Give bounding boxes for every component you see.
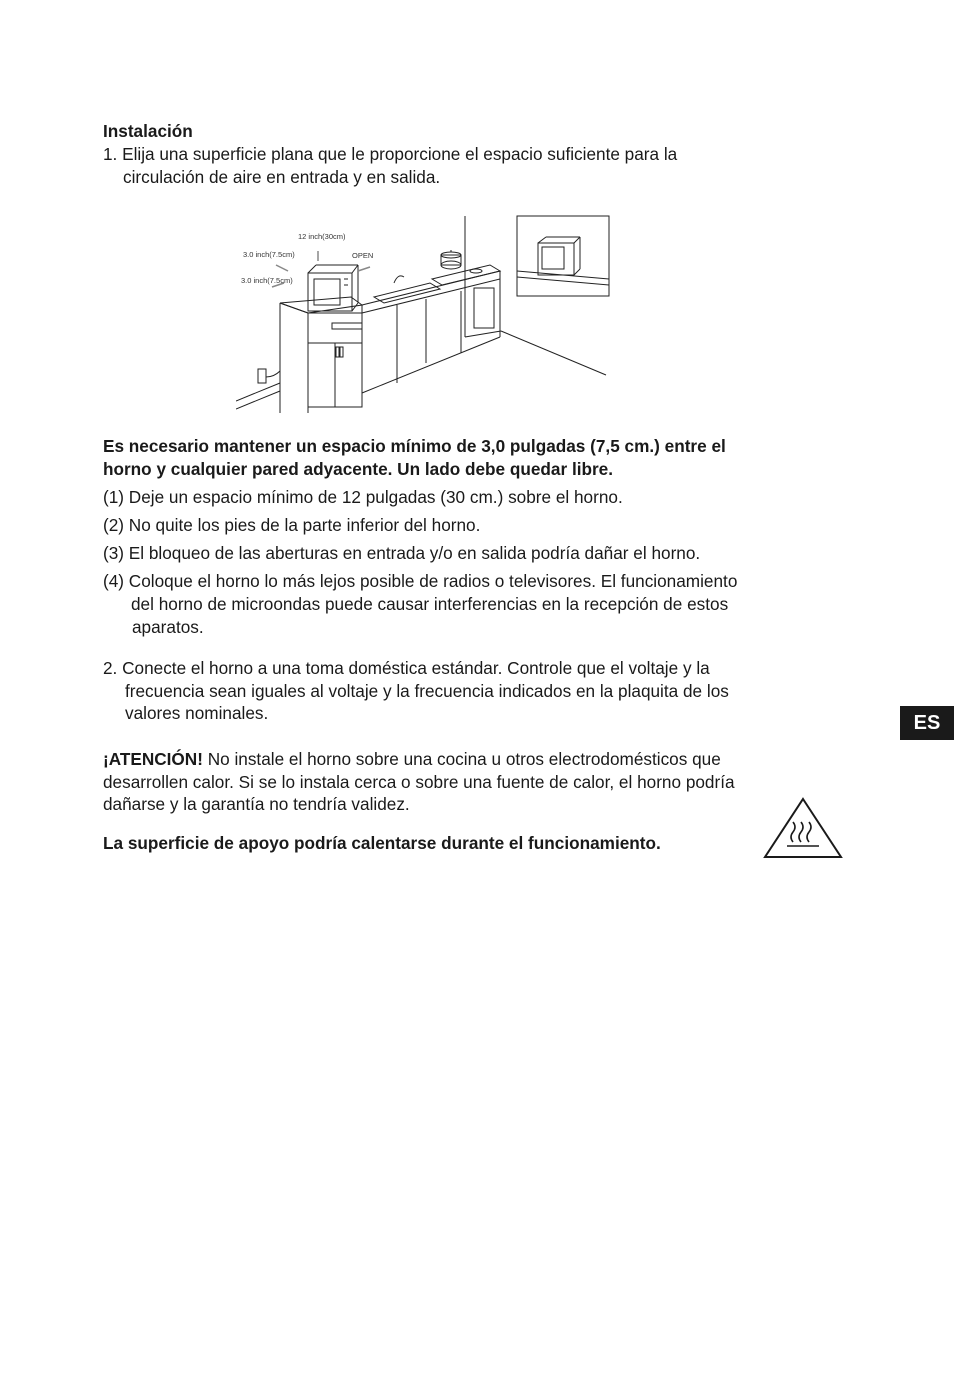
- wall-socket: [258, 369, 266, 383]
- surface-heat-note: La superficie de apoyo podría calentarse durante el funcionamiento.: [103, 833, 661, 853]
- step1-text-line2: circulación de aire en entrada y en salida.: [123, 167, 441, 187]
- list-item-4-line3: aparatos.: [132, 617, 204, 637]
- floor-line-left: [236, 383, 280, 401]
- floor-line-right: [501, 331, 606, 375]
- kitchen-counter: [362, 271, 500, 393]
- step2-text-line3: valores nominales.: [125, 703, 269, 723]
- step2-text-line2: frecuencia sean iguales al voltaje y la frecuencia indicados en la plaquita de los: [125, 681, 729, 701]
- oven-on-windowsill: [538, 237, 580, 275]
- warning-title: ¡ATENCIÓN!: [103, 749, 203, 769]
- step1-text-line1: 1. Elija una superficie plana que le proporcione el espacio suficiente para la: [103, 144, 678, 164]
- warning-line2: desarrollen calor. Si se lo instala cerca o sobre una fuente de calor, el horno podría: [103, 772, 735, 792]
- label-side-clearance-2: 3.0 inch(7.5cm): [241, 276, 293, 285]
- label-open: OPEN: [352, 251, 374, 260]
- list-item-1: (1) Deje un espacio mínimo de 12 pulgadas (30 cm.) sobre el horno.: [103, 487, 623, 507]
- kitchen-installation-diagram: [236, 213, 616, 419]
- list-item-2: (2) No quite los pies de la parte inferior del horno.: [103, 515, 481, 535]
- warning-line1-text: No instale el horno sobre una cocina u otros electrodomésticos que: [202, 749, 721, 769]
- label-side-clearance-1: 3.0 inch(7.5cm): [243, 250, 295, 259]
- section-heading: Instalación: [103, 121, 193, 141]
- faucet: [394, 276, 404, 283]
- language-tab: ES: [900, 706, 954, 740]
- requirement-text-line1: Es necesario mantener un espacio mínimo de 3,0 pulgadas (7,5 cm.) entre el: [103, 436, 726, 456]
- requirement-text-line2: horno y cualquier pared adyacente. Un lado debe quedar libre.: [103, 459, 614, 479]
- list-item-4-line1: (4) Coloque el horno lo más lejos posible de radios o televisores. El funcionamiento: [103, 571, 738, 591]
- hot-surface-warning-icon: [762, 796, 844, 860]
- microwave-oven: [308, 265, 358, 311]
- list-item-3: (3) El bloqueo de las aberturas en entrada y/o en salida podría dañar el horno.: [103, 543, 701, 563]
- floor-line-left2: [236, 391, 280, 409]
- floor-corner: [465, 331, 501, 337]
- step2-text-line1: 2. Conecte el horno a una toma doméstica estándar. Controle que el voltaje y la: [103, 658, 710, 678]
- power-cord: [266, 371, 280, 377]
- warning-line3: dañarse y la garantía no tendría validez.: [103, 794, 410, 814]
- left-cabinet: [280, 297, 362, 413]
- list-item-4-line2: del horno de microondas puede causar interferencias en la recepción de estos: [131, 594, 729, 614]
- warning-line1: [103, 748, 721, 771]
- label-top-clearance: 12 inch(30cm): [298, 232, 346, 241]
